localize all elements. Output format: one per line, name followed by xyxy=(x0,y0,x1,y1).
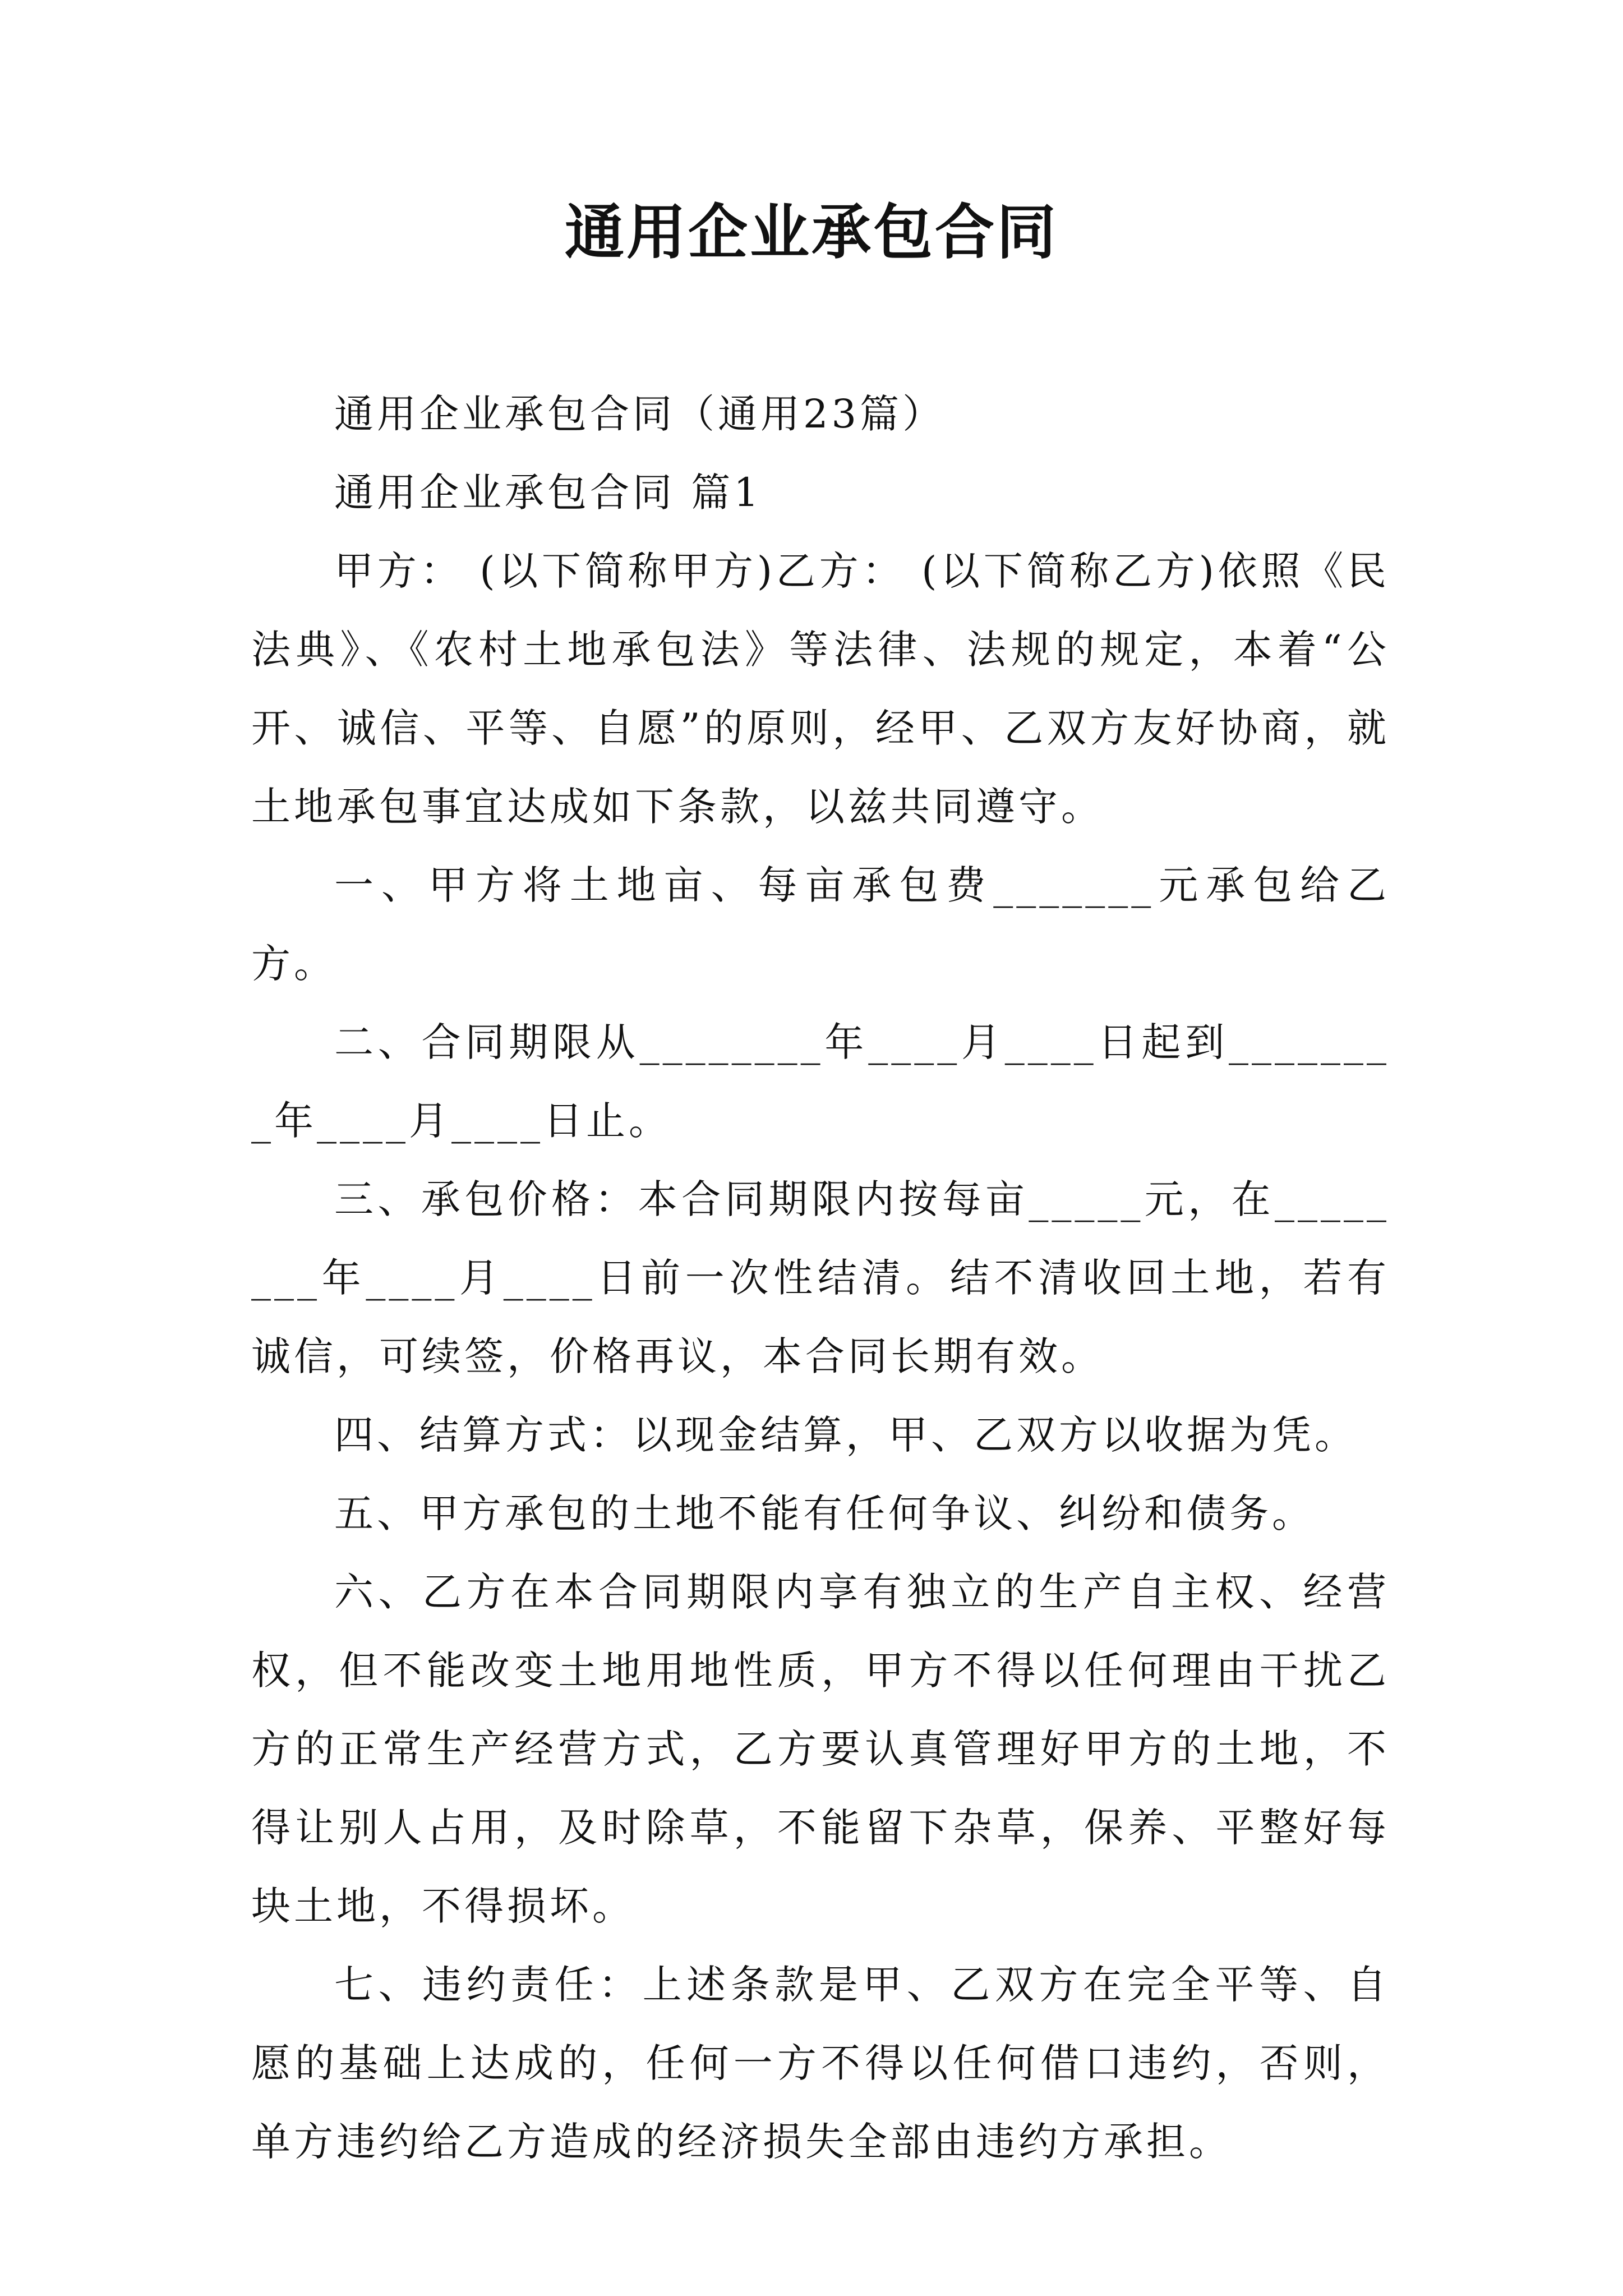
document-body xyxy=(251,375,1390,2181)
clause-3: 三、承包价格：本合同期限内按每亩_____元，在________年____月____日前一次性结清。结不清收回土地，若有诚信，可续签，价格再议，本合同长期有效。 xyxy=(251,1176,1390,1379)
document-title: 通用企业承包合同 xyxy=(565,198,1058,267)
clause-1: 一、甲方将土地亩、每亩承包费_______元承包给乙方。 xyxy=(251,862,1390,987)
clause-2: 二、合同期限从________年____月____日起到________年____月____日止。 xyxy=(251,1019,1390,1144)
clause-5: 五、甲方承包的土地不能有任何争议、纠纷和债务。 xyxy=(334,1490,1315,1536)
subtitle-paragraph: 通用企业承包合同（通用23篇） xyxy=(334,391,946,437)
clause-4: 四、结算方式：以现金结算，甲、乙双方以收据为凭。 xyxy=(334,1412,1357,1458)
clause-6: 六、乙方在本合同期限内享有独立的生产自主权、经营权，但不能改变土地用地性质，甲方不得以任何理由干扰乙方的正常生产经营方式，乙方要认真管理好甲方的土地，不得让别人占用，及时除草，不能留下杂草，保养、平整好每块土地，不得损坏。 xyxy=(251,1569,1390,1929)
parties-paragraph: 甲方： (以下简称甲方)乙方： (以下简称乙方)依照《民法典》、《农村土地承包法》等法律、法规的规定，本着“公开、诚信、平等、自愿”的原则，经甲、乙双方友好协商，就土地承包事宜达成如下条款，以兹共同遵守。 xyxy=(251,548,1390,830)
section-heading: 通用企业承包合同 篇1 xyxy=(334,470,762,516)
clause-7: 七、违约责任：上述条款是甲、乙双方在完全平等、自愿的基础上达成的，任何一方不得以任何借口违约，否则，单方违约给乙方造成的经济损失全部由违约方承担。 xyxy=(251,1962,1390,2165)
